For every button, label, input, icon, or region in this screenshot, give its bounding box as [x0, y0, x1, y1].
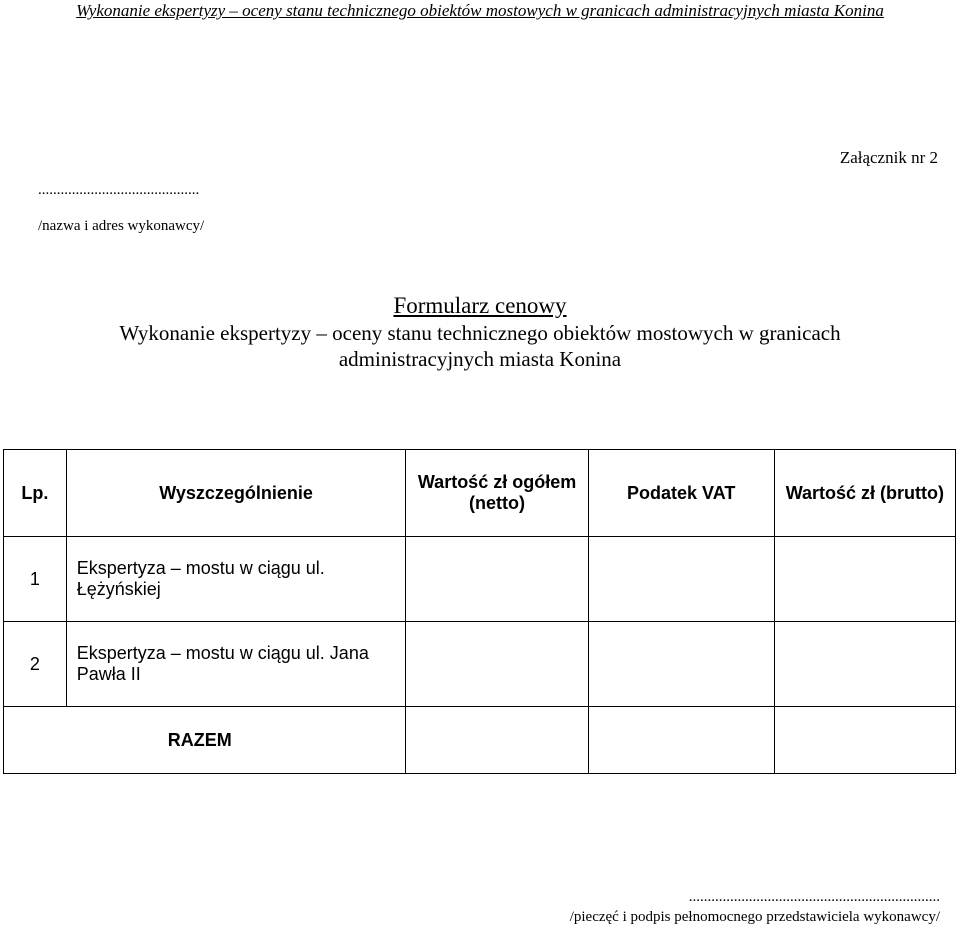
row-lp: 2 — [4, 622, 67, 707]
table-row — [4, 537, 956, 622]
row-description: Ekspertyza – mostu w ciągu ul. Jana Pawła II — [66, 622, 406, 707]
contractor-block — [38, 183, 204, 241]
total-vat[interactable] — [588, 707, 774, 774]
total-label: RAZEM — [4, 707, 406, 774]
header-vat: Podatek VAT — [588, 450, 774, 537]
form-title: Formularz cenowy — [393, 293, 567, 318]
total-gross-value[interactable] — [774, 707, 955, 774]
row-lp: 1 — [4, 537, 67, 622]
contractor-label: /nazwa i adres wykonawcy/ — [38, 218, 205, 234]
table-header-row — [4, 450, 956, 537]
annex-number: Załącznik nr 2 — [839, 148, 938, 167]
row-description: Ekspertyza – mostu w ciągu ul. Łężyńskiej — [66, 537, 406, 622]
header-lp: Lp. — [4, 450, 67, 537]
table-row — [4, 622, 956, 707]
signature-block — [569, 889, 940, 926]
form-subtitle: Wykonanie ekspertyzy – oceny stanu technicznego obiektów mostowych w granicach administracyjnych miasta Konina — [119, 321, 841, 371]
contractor-dots: ........................................... — [38, 182, 200, 198]
document-header: Wykonanie ekspertyzy – oceny stanu technicznego obiektów mostowych w granicach administracyjnych miasta Konina — [76, 1, 884, 20]
header-gross-value: Wartość zł (brutto) — [774, 450, 955, 537]
row-net-value[interactable] — [406, 537, 588, 622]
row-gross-value[interactable] — [774, 622, 955, 707]
signature-label: /pieczęć i podpis pełnomocnego przedstawiciela wykonawcy/ — [569, 909, 940, 925]
total-row — [4, 707, 956, 774]
header-net-value: Wartość zł ogółem (netto) — [406, 450, 588, 537]
row-gross-value[interactable] — [774, 537, 955, 622]
row-vat[interactable] — [588, 537, 774, 622]
header-description: Wyszczególnienie — [66, 450, 406, 537]
price-table — [3, 449, 956, 774]
row-vat[interactable] — [588, 622, 774, 707]
row-net-value[interactable] — [406, 622, 588, 707]
total-net-value[interactable] — [406, 707, 588, 774]
signature-dots: ................................................................... — [688, 889, 940, 905]
